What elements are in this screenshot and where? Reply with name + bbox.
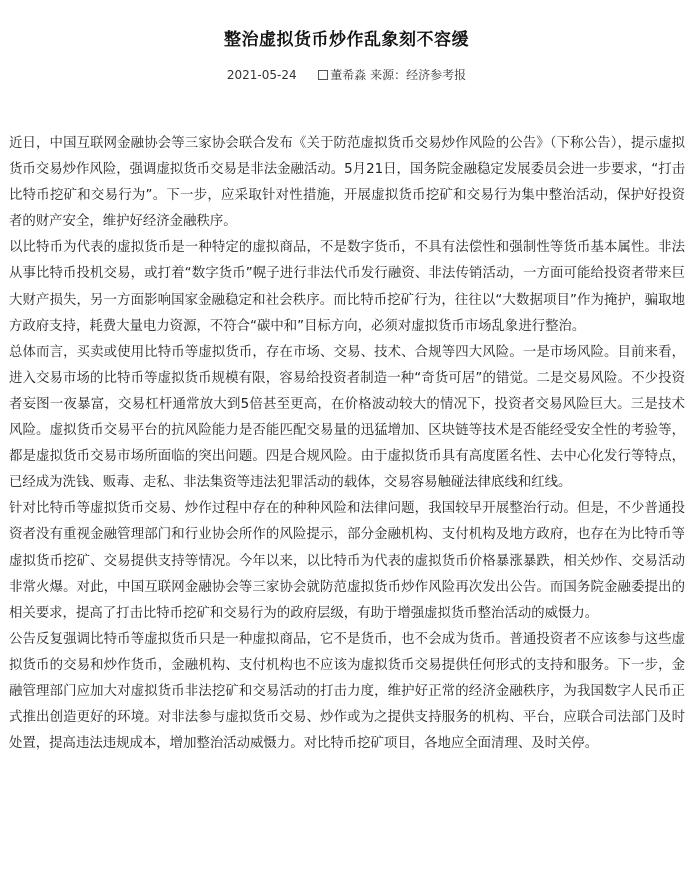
article-body xyxy=(9,131,685,757)
author-name: 董希淼 xyxy=(330,68,367,82)
paragraph: 总体而言，买卖或使用比特币等虚拟货币，存在市场、交易、技术、合规等四大风险。一是市场风险。目前来看，进入交易市场的比特币等虚拟货币规模有限，容易给投资者制造一种“奇货可居”的错觉。二是交易风险。不少投资者妄图一夜暴富，交易杠杆通常放大到5倍甚至更高，在价格波动较大的情况下，投资者交易风险巨大。三是技术风险。虚拟货币交易平台的抗风险能力是否能匹配交易量的迅猛增加、区块链等技术是否能经受安全性的考验等，都是虚拟货币交易市场所面临的突出问题。四是合规风险。由于虚拟货币具有高度匿名性、去中心化发行等特点，已经成为洗钱、贩毒、走私、非法集资等违法犯罪活动的载体，交易容易触碰法律底线和红线。 xyxy=(9,344,685,491)
paragraph: 近日，中国互联网金融协会等三家协会联合发布《关于防范虚拟货币交易炒作风险的公告》（下称公告），提示虚拟货币交易炒作风险，强调虚拟货币交易是非法金融活动。5月21日，国务院金融稳定发展委员会进一步要求，“打击比特币挖矿和交易行为”。下一步，应采取针对性措施，开展虚拟货币挖矿和交易行为集中整治活动，保护好投资者的财产安全，维护好经济金融秩序。 xyxy=(9,136,685,230)
article-title: 整治虚拟货币炒作乱象刻不容缓 xyxy=(224,30,469,51)
article-source: 来源：经济参考报 xyxy=(370,68,467,82)
publish-date: 2021-05-24 xyxy=(226,68,297,82)
paragraph: 公告反复强调比特币等虚拟货币只是一种虚拟商品，它不是货币，也不会成为货币。普通投资者不应该参与这些虚拟货币的交易和炒作货币，金融机构、支付机构也不应该为虚拟货币交易提供任何形式的支持和服务。下一步，金融管理部门应加大对虚拟货币非法挖矿和交易活动的打击力度，维护好正常的经济金融秩序，为我国数字人民币正式推出创造更好的环境。对非法参与虚拟货币交易、炒作或为之提供支持服务的机构、平台，应联合司法部门及时处置，提高违法违规成本，增加整治活动威慑力。对比特币挖矿项目，各地应全面清理、及时关停。 xyxy=(9,631,685,752)
paragraph: 以比特币为代表的虚拟货币是一种特定的虚拟商品，不是数字货币，不具有法偿性和强制性等货币基本属性。非法从事比特币投机交易，或打着“数字货币”幌子进行非法代币发行融资、非法传销活动，一方面可能给投资者带来巨大财产损失，另一方面影响国家金融稳定和社会秩序。而比特币挖矿行为，往往以“大数据项目”作为掩护，骗取地方政府支持，耗费大量电力资源，不符合“碳中和”目标方向，必须对虚拟货币市场乱象进行整治。 xyxy=(9,240,685,334)
author-icon xyxy=(318,70,328,80)
article-meta xyxy=(0,66,693,83)
paragraph: 针对比特币等虚拟货币交易、炒作过程中存在的种种风险和法律问题，我国较早开展整治行动。但是，不少普通投资者没有重视金融管理部门和行业协会所作的风险提示，部分金融机构、支付机构及地方政府，也存在为比特币等虚拟货币挖矿、交易提供支持等情况。今年以来，以比特币为代表的虚拟货币价格暴涨暴跌，相关炒作、交易活动非常火爆。对此，中国互联网金融协会等三家协会就防范虚拟货币炒作风险再次发出公告。而国务院金融委提出的相关要求，提高了打击比特币挖矿和交易行为的政府层级，有助于增强虚拟货币整治活动的威慑力。 xyxy=(9,501,685,621)
